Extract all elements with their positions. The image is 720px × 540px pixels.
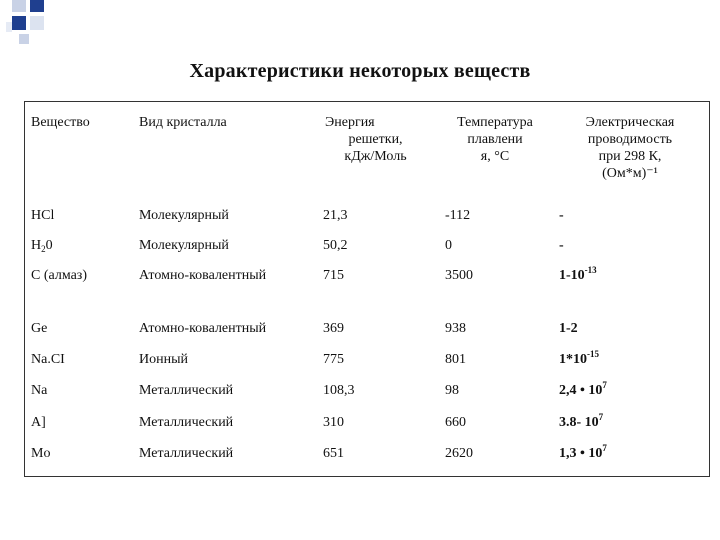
substance-text: A] bbox=[31, 415, 46, 430]
substance-text: Na bbox=[31, 383, 48, 398]
conductivity-exponent: -15 bbox=[587, 349, 599, 359]
header-melting-line-3: я, °С bbox=[480, 149, 510, 164]
substance-text: H bbox=[31, 238, 42, 253]
header-conductivity-line-3: при 298 К, bbox=[598, 149, 662, 164]
cell-melting: 98 bbox=[445, 383, 459, 398]
header-substance bbox=[31, 114, 90, 131]
header-crystal bbox=[139, 114, 227, 131]
header-substance-line: Вещество bbox=[31, 115, 90, 130]
substance-text: Mo bbox=[31, 446, 51, 461]
conductivity-exponent: 7 bbox=[602, 443, 607, 453]
cell-melting: 660 bbox=[445, 415, 466, 430]
cell-conductivity bbox=[559, 443, 607, 462]
cell-crystal: Молекулярный bbox=[139, 208, 229, 223]
cell-substance bbox=[31, 446, 50, 462]
cell-crystal: Атомно-ковалентный bbox=[139, 268, 267, 283]
cell-conductivity bbox=[559, 208, 564, 224]
cell-melting: 2620 bbox=[445, 446, 473, 461]
substance-text: HCl bbox=[31, 208, 55, 223]
substance-tail: 0 bbox=[45, 238, 53, 253]
header-melting-line-1: Температура bbox=[457, 115, 533, 130]
cell-conductivity bbox=[559, 238, 564, 254]
cell-substance bbox=[31, 383, 47, 399]
conductivity-base: 1,3 • 10 bbox=[559, 446, 603, 461]
substance-text: С (алмаз) bbox=[31, 268, 87, 283]
cell-crystal: Металлический bbox=[139, 415, 234, 430]
cell-energy: 715 bbox=[323, 268, 344, 283]
corner-square-small bbox=[19, 34, 29, 44]
cell-energy: 651 bbox=[323, 446, 344, 461]
substance-text: Na.CI bbox=[31, 352, 65, 367]
cell-substance bbox=[31, 208, 54, 224]
corner-square-blue-top bbox=[30, 0, 44, 12]
cell-melting: 938 bbox=[445, 321, 466, 336]
cell-crystal: Молекулярный bbox=[139, 238, 229, 253]
header-conductivity-line-2: проводимость bbox=[587, 132, 673, 147]
cell-energy: 775 bbox=[323, 352, 344, 367]
cell-conductivity bbox=[559, 380, 607, 399]
header-conductivity bbox=[565, 114, 695, 182]
cell-energy: 310 bbox=[323, 415, 344, 430]
conductivity-base: 1*10 bbox=[559, 352, 587, 367]
conductivity-exponent: 7 bbox=[598, 412, 604, 422]
conductivity-base: 1-2 bbox=[559, 321, 578, 336]
cell-energy: 369 bbox=[323, 321, 344, 336]
cell-melting: -112 bbox=[445, 208, 471, 223]
cell-melting: 0 bbox=[445, 238, 452, 253]
cell-conductivity bbox=[559, 265, 597, 284]
corner-square-blue bbox=[12, 16, 26, 30]
cell-energy: 21,3 bbox=[323, 208, 348, 223]
header-conductivity-line-1: Электрическая bbox=[585, 115, 675, 130]
cell-conductivity bbox=[559, 349, 599, 368]
cell-crystal: Ионный bbox=[139, 352, 188, 367]
cell-substance bbox=[31, 415, 46, 431]
cell-substance bbox=[31, 352, 65, 368]
cell-crystal: Металлический bbox=[139, 383, 234, 398]
cell-conductivity bbox=[559, 412, 604, 431]
header-crystal-line: Вид кристалла bbox=[139, 115, 227, 130]
cell-substance bbox=[31, 268, 87, 284]
cell-melting: 3500 bbox=[445, 268, 473, 283]
cell-energy: 108,3 bbox=[323, 383, 355, 398]
substances-table bbox=[24, 101, 710, 477]
cell-conductivity bbox=[559, 321, 578, 337]
header-melting bbox=[445, 114, 545, 165]
cell-substance bbox=[31, 238, 53, 254]
substance-text: Ge bbox=[31, 321, 48, 336]
corner-square-faint bbox=[6, 22, 12, 32]
corner-square-pale bbox=[30, 16, 44, 30]
header-energy bbox=[323, 114, 428, 165]
header-energy-line-2: решетки, bbox=[348, 132, 403, 147]
cell-substance bbox=[31, 321, 47, 337]
header-energy-line-1: Энергия bbox=[325, 115, 375, 130]
page-title: Характеристики некоторых веществ bbox=[189, 60, 531, 82]
conductivity-base: 1-10 bbox=[559, 268, 585, 283]
conductivity-base: - bbox=[559, 238, 564, 253]
conductivity-base: 3.8- 10 bbox=[559, 415, 599, 430]
cell-crystal: Металлический bbox=[139, 446, 234, 461]
cell-energy: 50,2 bbox=[323, 238, 348, 253]
substance-subscript: 2 bbox=[41, 244, 46, 254]
conductivity-base: - bbox=[559, 208, 564, 223]
conductivity-base: 2,4 • 10 bbox=[559, 383, 603, 398]
cell-crystal: Атомно-ковалентный bbox=[139, 321, 267, 336]
corner-square-light-top bbox=[12, 0, 26, 12]
cell-melting: 801 bbox=[445, 352, 466, 367]
header-melting-line-2: плавлени bbox=[467, 132, 523, 147]
header-energy-line-3: кДж/Моль bbox=[344, 149, 407, 164]
conductivity-exponent: -13 bbox=[584, 265, 597, 275]
header-conductivity-line-4: (Ом*м)⁻¹ bbox=[602, 166, 658, 181]
conductivity-exponent: 7 bbox=[602, 380, 607, 390]
